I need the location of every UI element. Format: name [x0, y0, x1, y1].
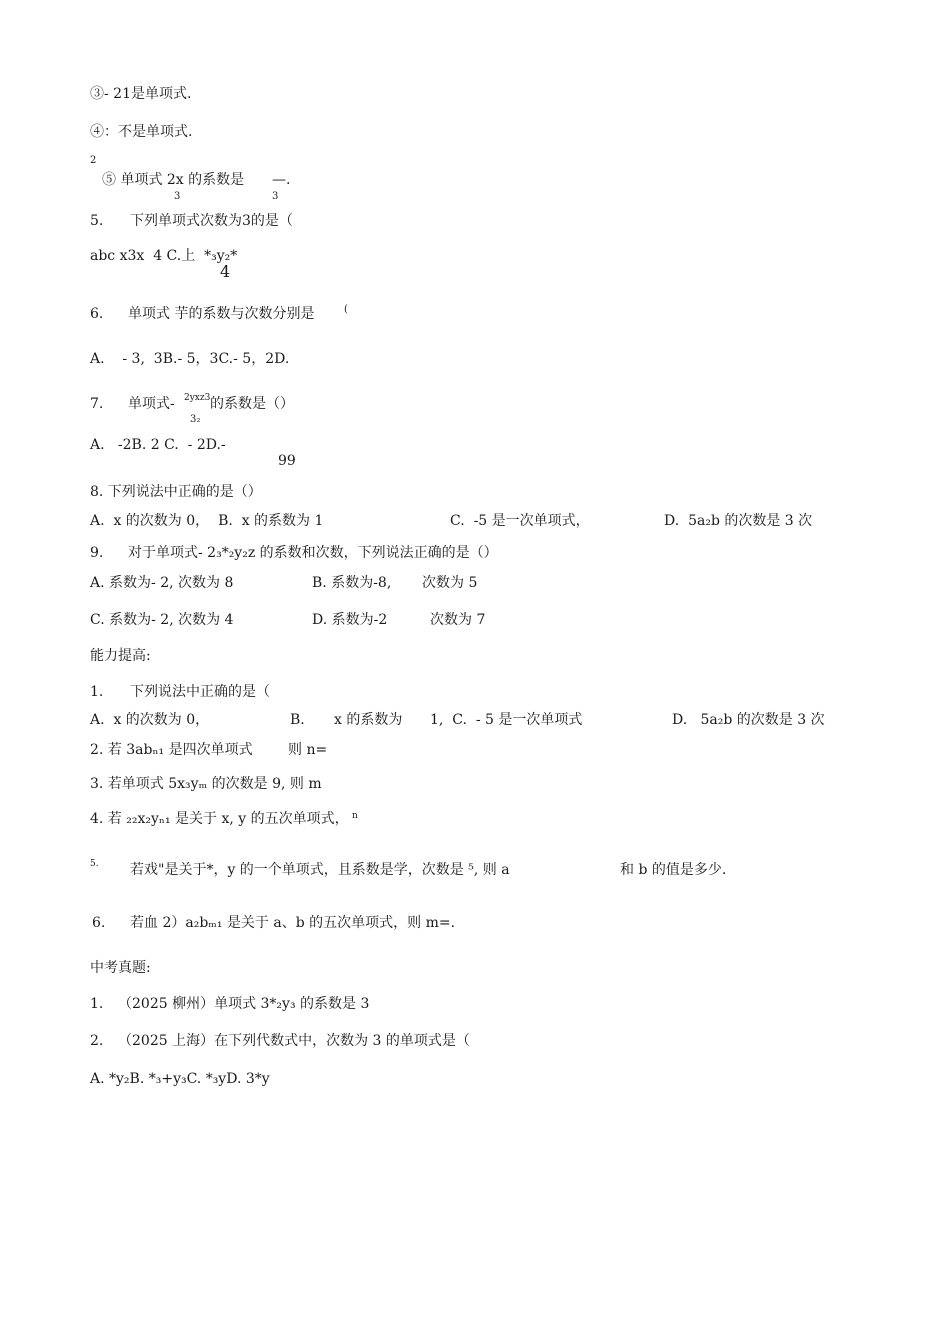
question-6-options: A. - 3, 3B.- 5，3C.- 5，2D.: [90, 351, 290, 367]
statement-4: ④：不是单项式.: [90, 124, 193, 140]
question-7-text: 的系数是（）: [210, 396, 294, 412]
statement-5: ⑤ 单项式 2x 的系数是: [102, 172, 245, 188]
question-5-denominator: 4: [220, 262, 231, 281]
question-5: 下列单项式次数为3的是（: [130, 213, 293, 229]
question-7-superscript: 2yxz3: [184, 393, 211, 403]
question-number: 1.: [90, 684, 104, 700]
practice-1-option-b: x 的系数为: [334, 712, 403, 728]
question-8: 8. 下列说法中正确的是（）: [90, 484, 262, 500]
practice-6: 若血 2）a₂bₘ₁ 是关于 a、b 的五次单项式，则 m=.: [130, 915, 456, 931]
question-number: 6.: [90, 306, 104, 322]
fraction-denominator: 3: [174, 191, 181, 202]
fraction-dash: —.: [272, 172, 291, 188]
practice-4-mark: n: [352, 811, 358, 821]
question-8-option-d: D. 5a₂b 的次数是 3 次: [664, 513, 813, 529]
practice-5: 若戏"是关于*，y 的一个单项式，且系数是学，次数是 ⁵, 则 a: [130, 862, 510, 878]
question-number: 9.: [90, 545, 104, 561]
practice-2-answer: 则 n=: [288, 742, 328, 758]
exam-question-2-options: A. *y₂B. *₃+y₃C. *₃yD. 3*y: [90, 1071, 270, 1087]
question-number: 1.: [90, 996, 104, 1012]
question-6: 单项式 芋的系数与次数分别是: [128, 306, 315, 322]
section-heading: 中考真题:: [90, 960, 151, 976]
question-number: 6.: [92, 915, 106, 931]
practice-1-option-a: A. x 的次数为 0，: [90, 712, 210, 728]
practice-1-option-b: B.: [290, 712, 305, 728]
practice-1: 下列说法中正确的是（: [130, 684, 270, 700]
question-7-denominator: 99: [278, 453, 296, 469]
question-7-text: 单项式-: [128, 396, 175, 412]
question-9-option-b: B. 系数为-8,: [312, 575, 392, 591]
exam-question-2: （2025 上海）在下列代数式中，次数为 3 的单项式是（: [118, 1033, 470, 1049]
question-7-options: A. -2B. 2 C. - 2D.-: [90, 437, 226, 453]
question-9-option-a: A. 系数为- 2, 次数为 8: [90, 575, 234, 591]
question-number: 7.: [90, 396, 104, 412]
question-9-option-b: 次数为 5: [422, 575, 478, 591]
fraction-denominator: 3: [272, 191, 279, 202]
question-9-option-d: 次数为 7: [430, 612, 486, 628]
practice-1-option-d: D. 5a₂b 的次数是 3 次: [672, 712, 825, 728]
question-9-option-d: D. 系数为-2: [312, 612, 388, 628]
question-8-option-a-b: A. x 的次数为 0， B. x 的系数为 1: [90, 513, 324, 529]
question-9-option-c: C. 系数为- 2, 次数为 4: [90, 612, 234, 628]
practice-2: 2. 若 3abₙ₁ 是四次单项式: [90, 742, 253, 758]
question-9: 对于单项式- 2₃*₂y₂z 的系数和次数，下列说法正确的是（）: [128, 545, 498, 561]
section-heading: 能力提高:: [90, 648, 151, 664]
question-6-paren: (: [344, 304, 348, 315]
fraction-numerator: 2: [90, 155, 97, 166]
question-number: 5.: [90, 213, 104, 229]
practice-5-tail: 和 b 的值是多少.: [620, 862, 727, 878]
question-5-options: abc x3x 4 C.上 *₃y₂*: [90, 248, 238, 264]
statement-3: ③- 21是单项式.: [90, 86, 192, 102]
practice-1-option-c: 1, C. - 5 是一次单项式: [430, 712, 583, 728]
question-7-denominator: 3₂: [190, 414, 201, 425]
exam-question-1: （2025 柳州）单项式 3*₂y₃ 的系数是 3: [118, 996, 370, 1012]
question-8-option-c: C. -5 是一次单项式，: [450, 513, 590, 529]
question-number: 2.: [90, 1033, 104, 1049]
question-number: 5.: [90, 859, 99, 869]
practice-4: 4. 若 ₂₂x₂yₙ₁ 是关于 x, y 的五次单项式，: [90, 811, 349, 827]
practice-3: 3. 若单项式 5x₃yₘ 的次数是 9, 则 m: [90, 776, 322, 792]
